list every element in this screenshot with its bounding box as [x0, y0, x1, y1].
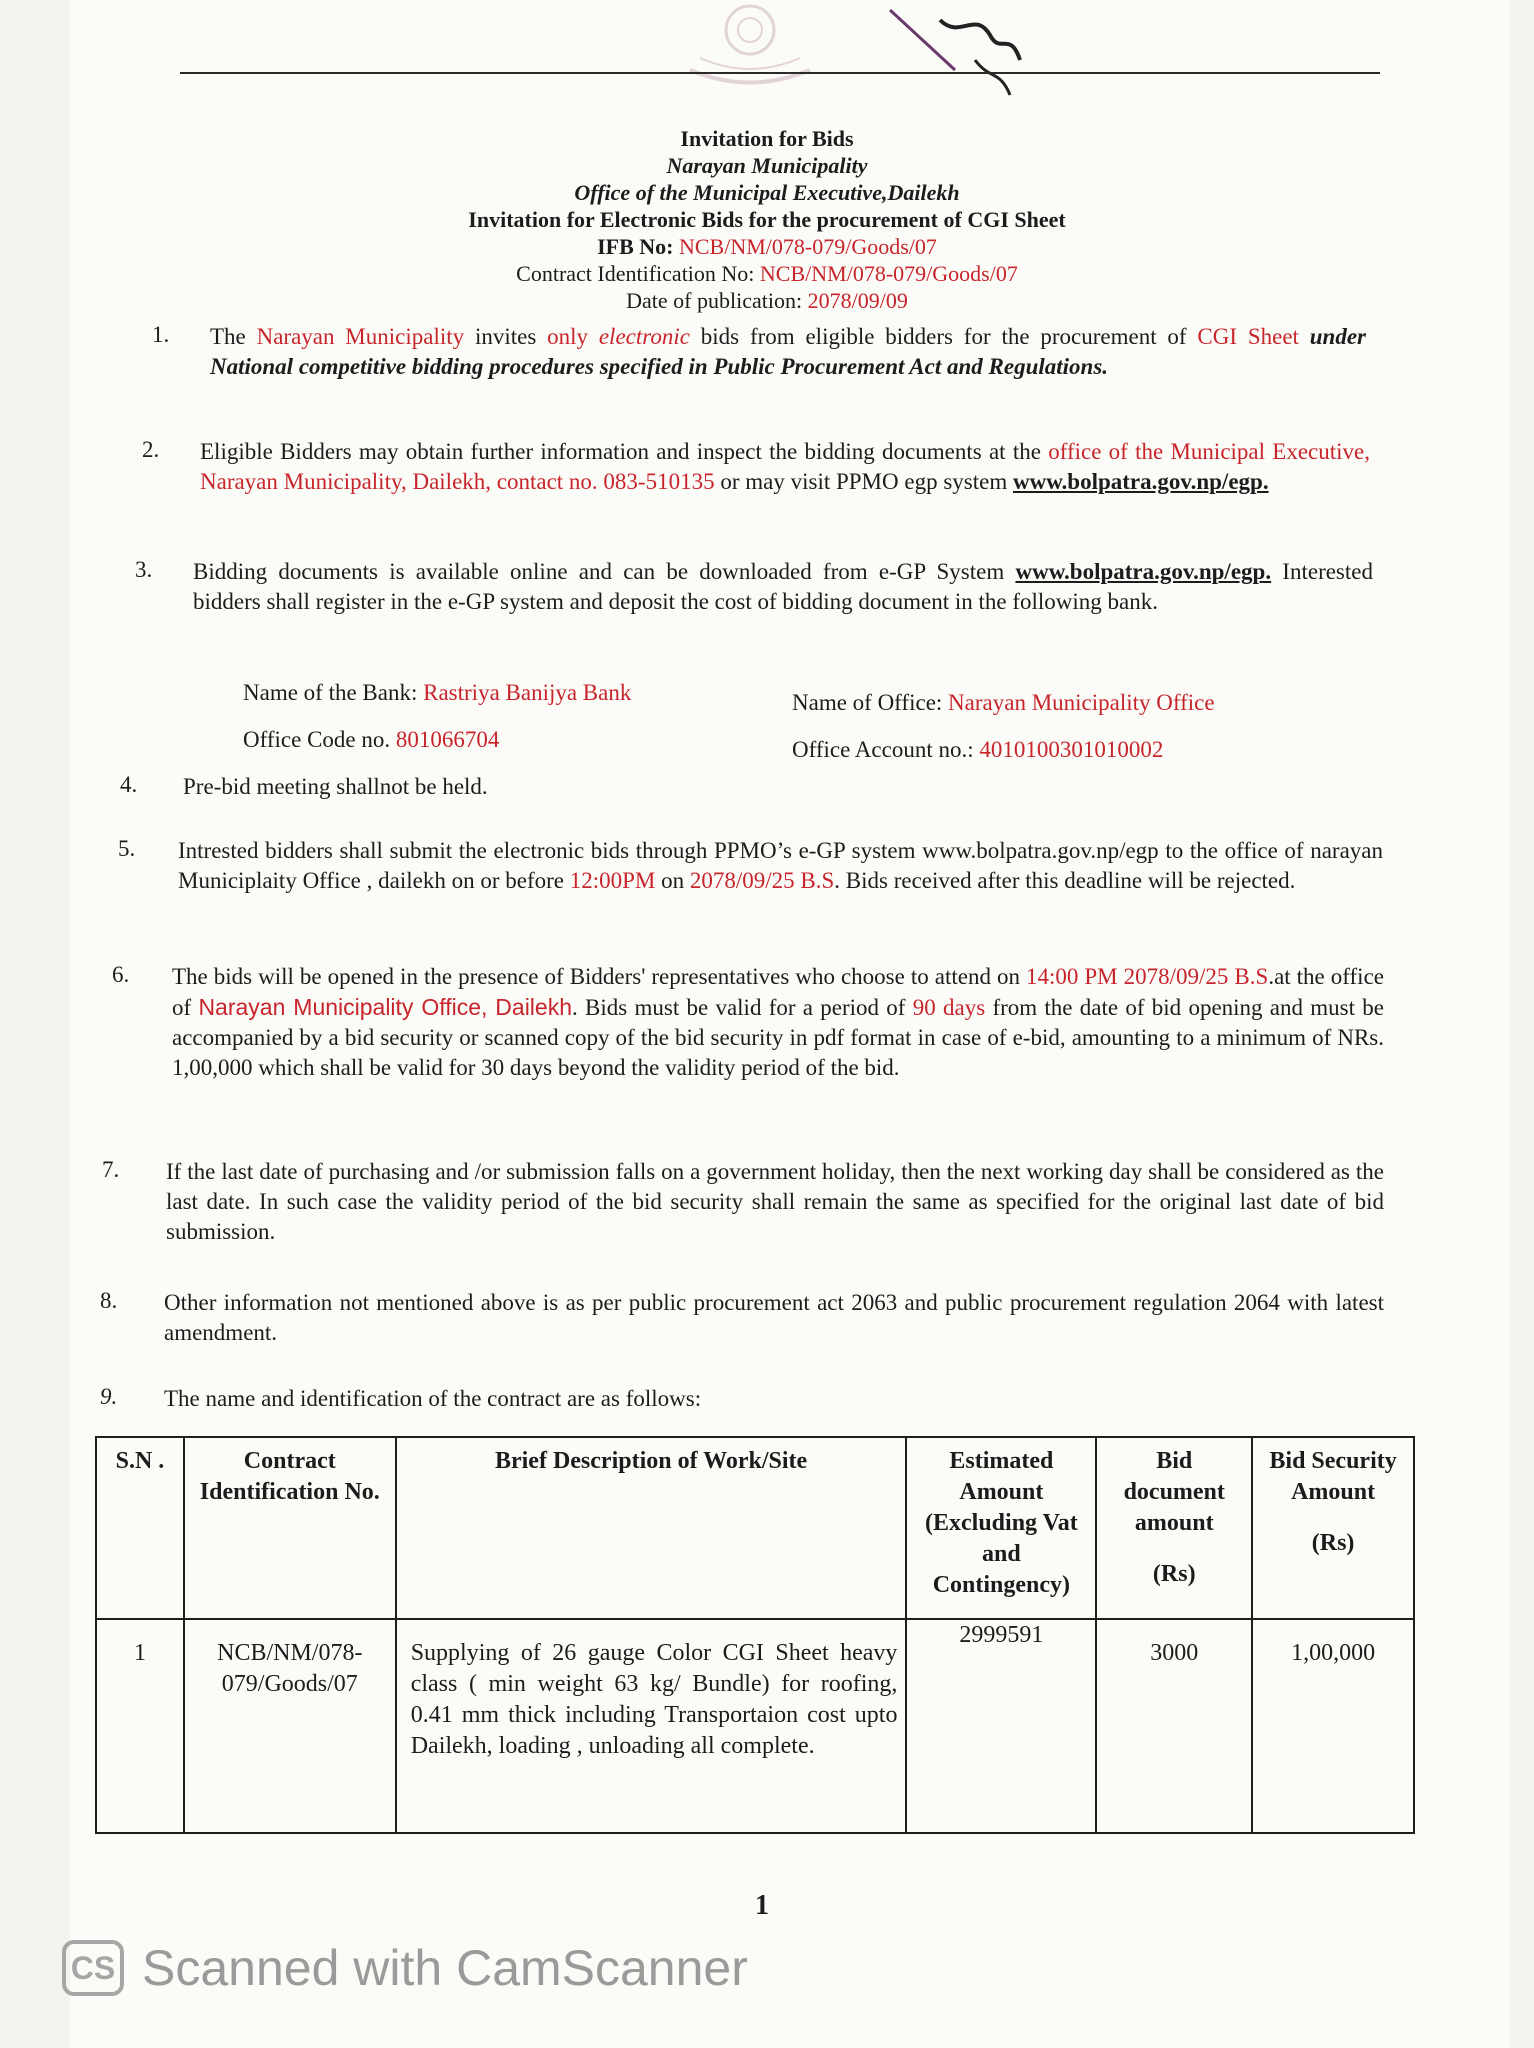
para-1: The Narayan Municipality invites only electronic bids from eligible bidders for the procurement of CGI Sheet under National competitive bidding procedures specified in Public Procurement Act and Regulations. — [210, 324, 1366, 379]
header-invitation: Invitation for Electronic Bids for the procurement of CGI Sheet — [468, 207, 1066, 232]
header-contract-id: Contract Identification No: NCB/NM/078-079/Goods/07 — [516, 261, 1018, 286]
header-estimated-amount: Estimated Amount (Excluding Vat and Contingency) — [906, 1437, 1096, 1619]
signature-stamp-icon — [880, 0, 1030, 110]
bank-name: Name of the Bank: Rastriya Banijya Bank — [243, 680, 632, 705]
document-header — [0, 125, 1534, 314]
header-office: Office of the Municipal Executive,Dailekh — [574, 180, 960, 205]
para-5: Intrested bidders shall submit the electronic bids through PPMO’s e-GP system www.bolpatra.gov.np/egp to the office of narayan Municiplaity Office , dailekh on or before 12:00PM on 2078/09/25 B.S. Bids received after this deadline will be rejected. — [178, 838, 1383, 893]
row-bid-security: 1,00,000 — [1252, 1619, 1414, 1833]
para-4: Pre-bid meeting shallnot be held. — [183, 774, 488, 799]
row-contract-id: NCB/NM/078-079/Goods/07 — [184, 1619, 396, 1833]
top-rule — [180, 72, 1380, 74]
para-2-number: 2. — [142, 437, 160, 462]
bank-office-name: Name of Office: Narayan Municipality Office — [792, 690, 1215, 715]
egp-link-2[interactable]: www.bolpatra.gov.np/egp. — [1015, 559, 1272, 584]
row-sn: 1 — [96, 1619, 184, 1833]
header-municipality: Narayan Municipality — [666, 153, 868, 178]
para-4-number: 4. — [120, 772, 138, 797]
camscanner-logo-icon: CS — [62, 1940, 124, 1996]
page-number: 1 — [755, 1890, 769, 1921]
table-row — [96, 1619, 1414, 1833]
contract-table — [95, 1436, 1415, 1834]
para-7-number: 7. — [102, 1157, 120, 1182]
para-9-number: 9. — [100, 1384, 118, 1409]
bank-account-number: Office Account no.: 4010100301010002 — [792, 737, 1164, 762]
para-3-number: 3. — [135, 557, 153, 582]
para-6-number: 6. — [112, 962, 130, 987]
para-3: Bidding documents is available online and can be downloaded from e-GP System www.bolpatra.gov.np/egp. Interested bidders shall register in the e-GP system and deposit the cost of bidding document in the following bank. — [193, 559, 1373, 614]
para-5-number: 5. — [118, 836, 136, 861]
para-2: Eligible Bidders may obtain further information and inspect the bidding documents at the office of the Municipal Executive, Narayan Municipality, Dailekh, contact no. 083-510135 or may visit PPMO egp system www.bolpatra.gov.np/egp. — [200, 439, 1370, 494]
row-estimated-amount: 2999591 — [906, 1619, 1096, 1833]
header-bid-document: Bid document amount (Rs) — [1096, 1437, 1252, 1619]
header-title: Invitation for Bids — [680, 126, 854, 151]
para-8: Other information not mentioned above is as per public procurement act 2063 and public procurement regulation 2064 with latest amendment. — [164, 1290, 1384, 1345]
header-description: Brief Description of Work/Site — [396, 1437, 907, 1619]
header-sn: S.N . — [96, 1437, 184, 1619]
table-header-row — [96, 1437, 1414, 1619]
row-description: Supplying of 26 gauge Color CGI Sheet heavy class ( min weight 63 kg/ Bundle) for roofing, 0.41 mm thick including Transportaion cost upto Dailekh, loading , unloading all complete. — [396, 1619, 907, 1833]
bank-office-code: Office Code no. 801066704 — [243, 727, 500, 752]
camscanner-watermark — [62, 1938, 748, 1998]
row-bid-document: 3000 — [1096, 1619, 1252, 1833]
watermark-text: Scanned with CamScanner — [142, 1940, 748, 1996]
para-6: The bids will be opened in the presence of Bidders' representatives who choose to attend on 14:00 PM 2078/09/25 B.S.at the office of Narayan Municipality Office, Dailekh. Bids must be valid for a period of 90 days from the date of bid opening and must be accompanied by a bid security or scanned copy of the bid security in pdf format in case of e-bid, amounting to a minimum of NRs. 1,00,000 which shall be valid for 30 days beyond the validity period of the bid. — [172, 964, 1384, 1080]
para-9: The name and identification of the contract are as follows: — [164, 1386, 702, 1411]
header-bid-security: Bid Security Amount (Rs) — [1252, 1437, 1414, 1619]
para-1-number: 1. — [152, 322, 170, 347]
para-8-number: 8. — [100, 1288, 118, 1313]
header-contract-id: Contract Identification No. — [184, 1437, 396, 1619]
header-publication-date: Date of publication: 2078/09/09 — [626, 288, 908, 313]
header-ifb: IFB No: NCB/NM/078-079/Goods/07 — [597, 234, 937, 259]
egp-link[interactable]: www.bolpatra.gov.np/egp. — [1012, 469, 1269, 494]
para-7: If the last date of purchasing and /or submission falls on a government holiday, then the next working day shall be considered as the last date. In such case the validity period of the bid security shall remain the same as specified for the original last date of bid submission. — [166, 1159, 1384, 1244]
municipality-seal-icon — [670, 0, 830, 95]
